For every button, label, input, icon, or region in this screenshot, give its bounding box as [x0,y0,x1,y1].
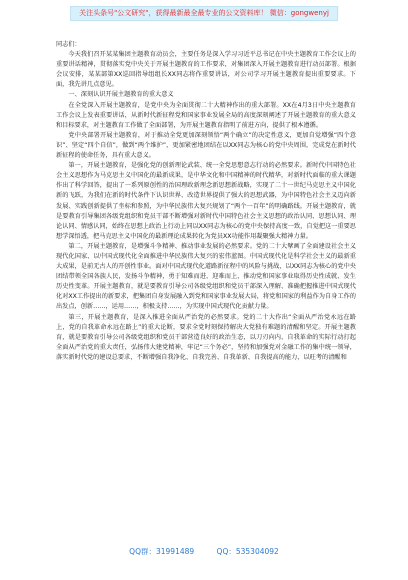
promo-banner: 关注头条号"公文研究"，获得最新最全最专业的公文资料库！ 微信：gongwenyj [70,6,338,21]
footer-contact [0,547,408,557]
section-heading: 一、深刻认识开展主题教育的重大意义 [68,91,174,99]
qq-group: QQ群：31991489 [129,547,195,556]
paragraph-1: 在全党深入开展主题教育，是党中央为全面贯彻二十大精神作出的重大部署。XX在4月3日中央主题教育工作会议上发表重要讲话，从新时代新征程党和国家事业发展全局的高度深刻阐述了开展主题教育的重大意义和目标要求，对主题教育工作做了全面部署，为开展主题教育指明了前进方向，提供了根本遵循。 [56,101,356,129]
paragraph-3: 第一，开展主题教育，是强化党的创新理论武装、统一全党思想意志行动的必然要求。新时代中国特色社会主义思想作为马克思主义中国化的最新成果，是中华文化和中国精神的时代精华，对新时代面临的重大课题作出了科学回答，提出了一系列原创性的治国理政新理念新思想新战略，实现了二十一世纪马克思主义中国化新的飞跃，为我们在新的时代条件下认识世界、改造世界提供了强大的思想武器，为中国特色社会主义迈向新发展、实践创新提供了坐标和参照，为中华民族伟大复兴规划了“两个一百年”的明确路线。开展主题教育，就是要教育引导集团各级党组织和党员干部不断增强对新时代中国特色社会主义思想的政治认同、思想认同、理论认同、情感认同，始终在思想上政治上行动上同以XX同志为核心的党中央保持高度一致，自觉把这一重要思想学深悟透，把马克思主义中国化的最新理论成果转化为党员XX功能作用凝聚强大精神力量。 [56,162,356,240]
paragraph-4: 第二，开展主题教育，是增强斗争精神、推动事业发展的必然要求。党的二十大擘画了全面建设社会主义现代化国家、以中国式现代化全面推进中华民族伟大复兴的宏伟蓝图。中国式现代化是科学社会主义的最新重大成果，是前无古人的开创性事业。面对中国式现代化道路新征程中的风险与挑战，以XX同志为核心的党中央团结带领全国各族人民，发扬斗争精神，勇于知难而进、迎难而上，推动党和国家事业取得历史性成就、发生历史性变革。开展主题教育，就是要教育引导公司各级党组织和党员干部深入理解、准确把握推进中国式现代化对XX工作提出的新要求，把集团自身发展融入到党和国家事业发展大局，将党和国家的利益作为自身工作的出发点，创新……，运用……，积极支持……，为实现中国式现代化贡献力量。 [56,242,356,311]
paragraph-5: 第三，开展主题教育，是深入推进全面从严治党的必然要求。党的二十大作出“全面从严治党永远在路上，党的自我革命永远在路上”的重大论断，要求全党时刻保持解决大党独有难题的清醒和坚定。开展主题教育，就是要教育引导公司各级党组织和党员干部营造良好的政治生态，以刀刃向内、自我革命的实际行动打起全面从严治党的重大责任，弘扬伟大建党精神，牢记“三个务必”，坚持和加强党对金融工作的集中统一领导，落实新时代党的建设总要求，不断增强自我净化、自我完善、自我革新、自我提高的能力，以旺考的清醒和 [56,313,356,361]
qq-contact: QQ：535304092 [216,547,279,556]
document-body [56,40,356,363]
paragraph-2: 党中央部署开展主题教育，对于推动全党更加深刻领悟“两个确立”的决定性意义，更加自觉增强“四个意识”、坚定“四个自信”，做到“两个维护”，更加紧密地团结在以XX同志为核心的党中央周围，完成党在新时代新征程的使命任务，具有重大意义。 [56,131,356,160]
paragraph-intro: 今天我们召开某某集团主题教育动员会，主要任务是深入学习习近平总书记在中央主题教育工作会议上的重要讲话精神，贯彻落实党中央关于开展主题教育的工作要求，对集团深入开展主题教育进行动员部署。根据会议安排，某某部第XX巡回指导组组长XX同志将作重要讲话，对公司学习开展主题教育提出重要要求。下面，我先讲几点意见。 [56,51,356,89]
greeting: 同志们： [56,41,81,48]
